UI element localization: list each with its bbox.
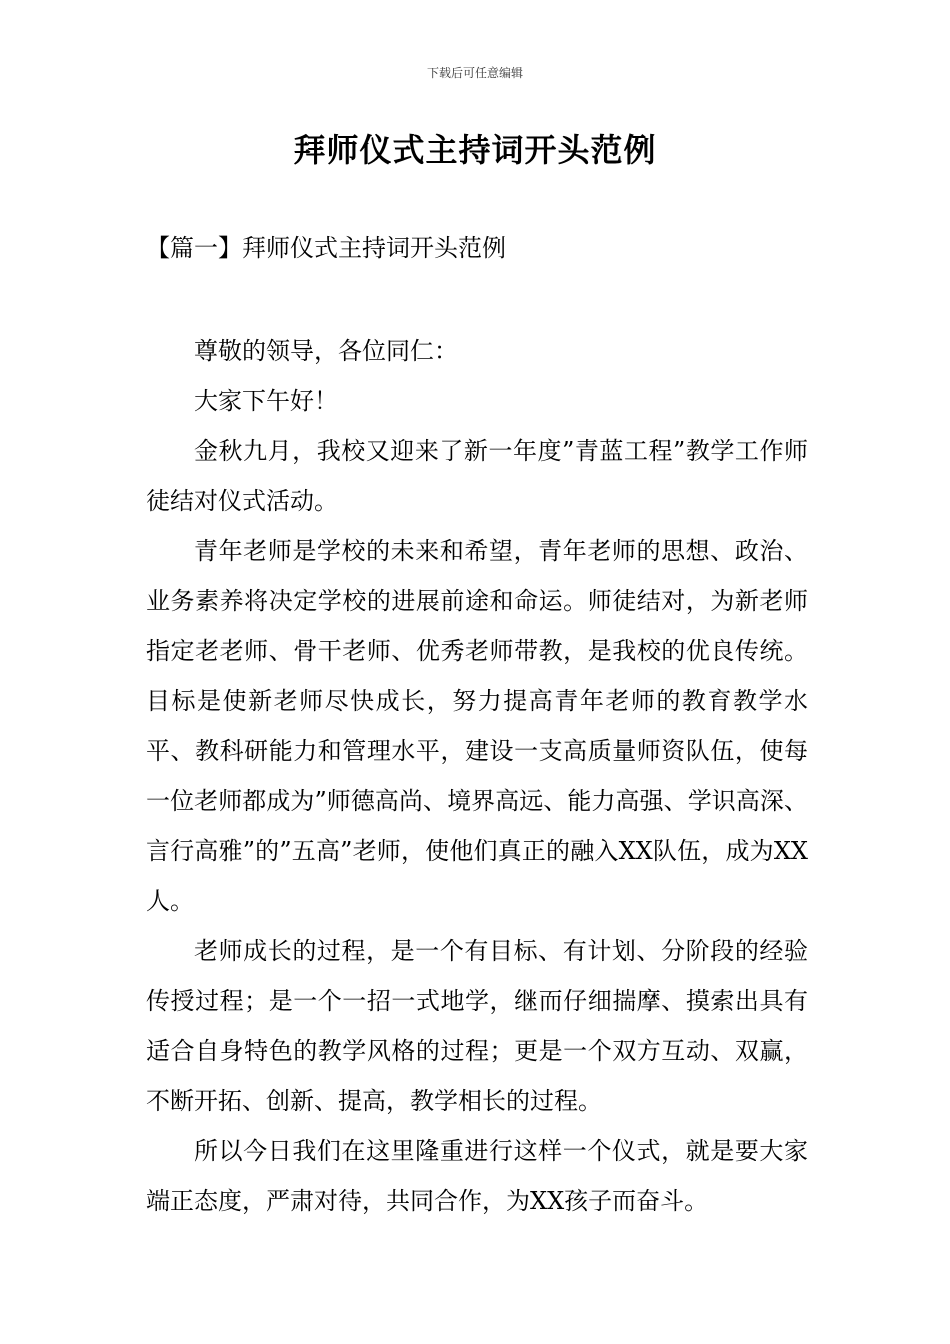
paragraph-greeting: 尊敬的领导，各位同仁：: [194, 337, 458, 365]
document-body: [146, 326, 808, 1226]
paragraph-salutation: 大家下午好！: [194, 387, 338, 415]
paragraph-ceremony-purpose: 所以今日我们在这里隆重进行这样一个仪式，就是要大家端正态度，严肃对待，共同合作，为XX孩子而奋斗。: [146, 1137, 808, 1215]
paragraph-growth-process: 老师成长的过程，是一个有目标、有计划、分阶段的经验传授过程；是一个一招一式地学，继而仔细揣摩、摸索出具有适合自身特色的教学风格的过程；更是一个双方互动、双赢，不断开拓、创新、提高，教学相长的过程。: [146, 937, 808, 1115]
paragraph-young-teachers: 青年老师是学校的未来和希望，青年老师的思想、政治、业务素养将决定学校的进展前途和命运。师徒结对，为新老师指定老老师、骨干老师、优秀老师带教，是我校的优良传统。目标是使新老师尽快成长，努力提高青年老师的教育教学水平、教科研能力和管理水平，建设一支高质量师资队伍，使每一位老师都成为”师德高尚、境界高远、能力高强、学识高深、言行高雅”的”五高”老师，使他们真正的融入XX队伍，成为XX人。: [146, 537, 808, 915]
paragraph-intro: 金秋九月，我校又迎来了新一年度”青蓝工程”教学工作师徒结对仪式活动。: [146, 437, 808, 515]
document-title: 拜师仪式主持词开头范例: [293, 131, 657, 169]
header-note: 下载后可任意编辑: [426, 66, 523, 80]
section-heading: 【篇一】拜师仪式主持词开头范例: [146, 234, 506, 262]
